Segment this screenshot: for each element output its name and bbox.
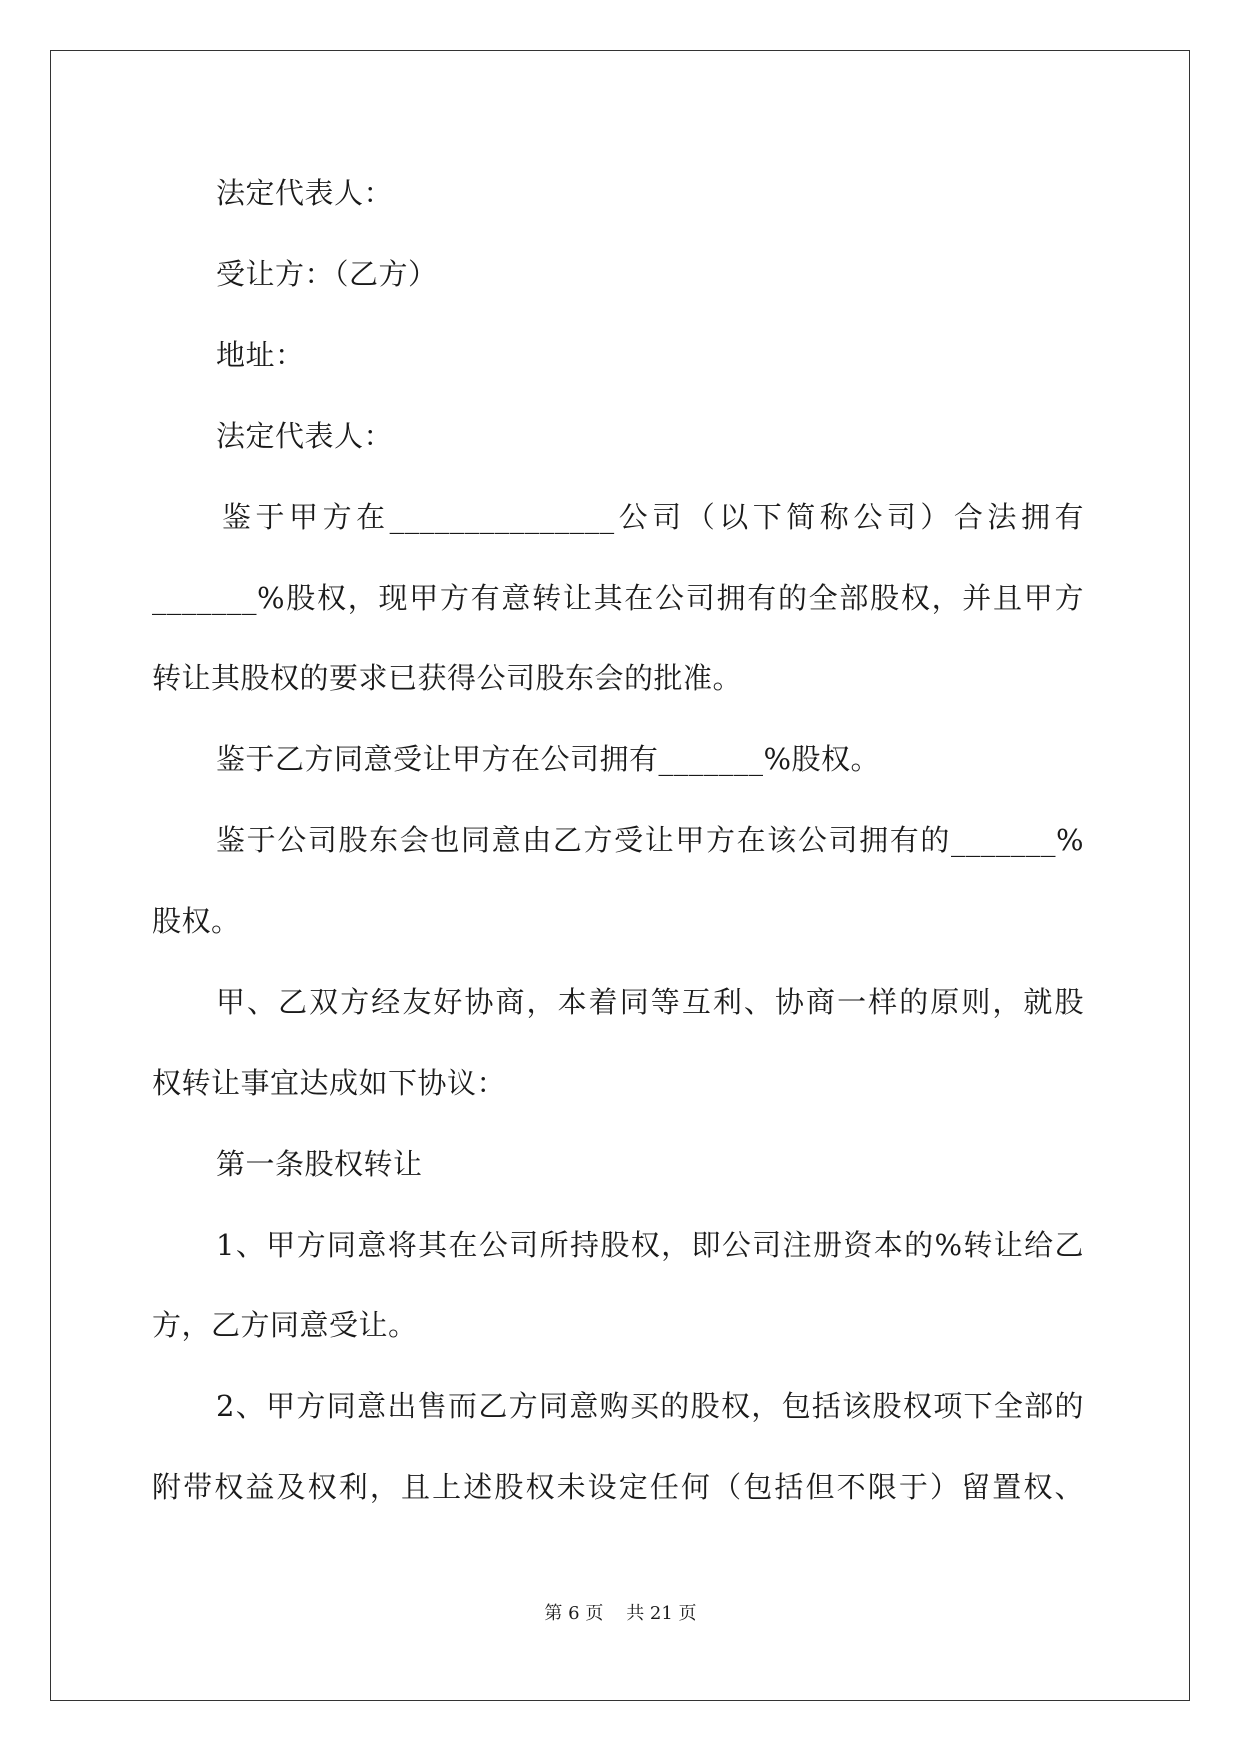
page-border	[50, 50, 1190, 1701]
clause-1-line-1: 1、甲方同意将其在公司所持股权，即公司注册资本的%转让给乙	[216, 1228, 1084, 1262]
transferee-label: 受让方：（乙方）	[216, 257, 438, 291]
whereas-paragraph-1-line-2: _______%股权，现甲方有意转让其在公司拥有的全部股权，并且甲方	[152, 581, 1084, 615]
legal-rep-label-2: 法定代表人：	[216, 419, 394, 453]
whereas-paragraph-3-line-2: 股权。	[152, 904, 241, 938]
agreement-intro-line-2: 权转让事宜达成如下协议：	[152, 1066, 507, 1100]
whereas-paragraph-2: 鉴于乙方同意受让甲方在公司拥有_______%股权。	[216, 742, 881, 776]
clause-2-line-1: 2、甲方同意出售而乙方同意购买的股权，包括该股权项下全部的	[216, 1389, 1084, 1423]
clause-1-line-2: 方，乙方同意受让。	[152, 1308, 418, 1342]
page-number-footer: 第 6 页 共 21 页	[544, 1603, 697, 1624]
article-1-heading: 第一条股权转让	[216, 1147, 423, 1181]
address-label: 地址：	[216, 338, 305, 372]
whereas-paragraph-3-line-1: 鉴于公司股东会也同意由乙方受让甲方在该公司拥有的_______%	[216, 823, 1084, 857]
agreement-intro-line-1: 甲、乙双方经友好协商，本着同等互利、协商一样的原则，就股	[216, 985, 1084, 1019]
clause-2-line-2: 附带权益及权利，且上述股权未设定任何（包括但不限于）留置权、	[152, 1470, 1084, 1504]
whereas-paragraph-1-line-1: 鉴于甲方在_______________公司（以下简称公司）合法拥有	[222, 500, 1084, 534]
whereas-paragraph-1-line-3: 转让其股权的要求已获得公司股东会的批准。	[152, 661, 743, 695]
legal-rep-label-1: 法定代表人：	[216, 176, 394, 210]
